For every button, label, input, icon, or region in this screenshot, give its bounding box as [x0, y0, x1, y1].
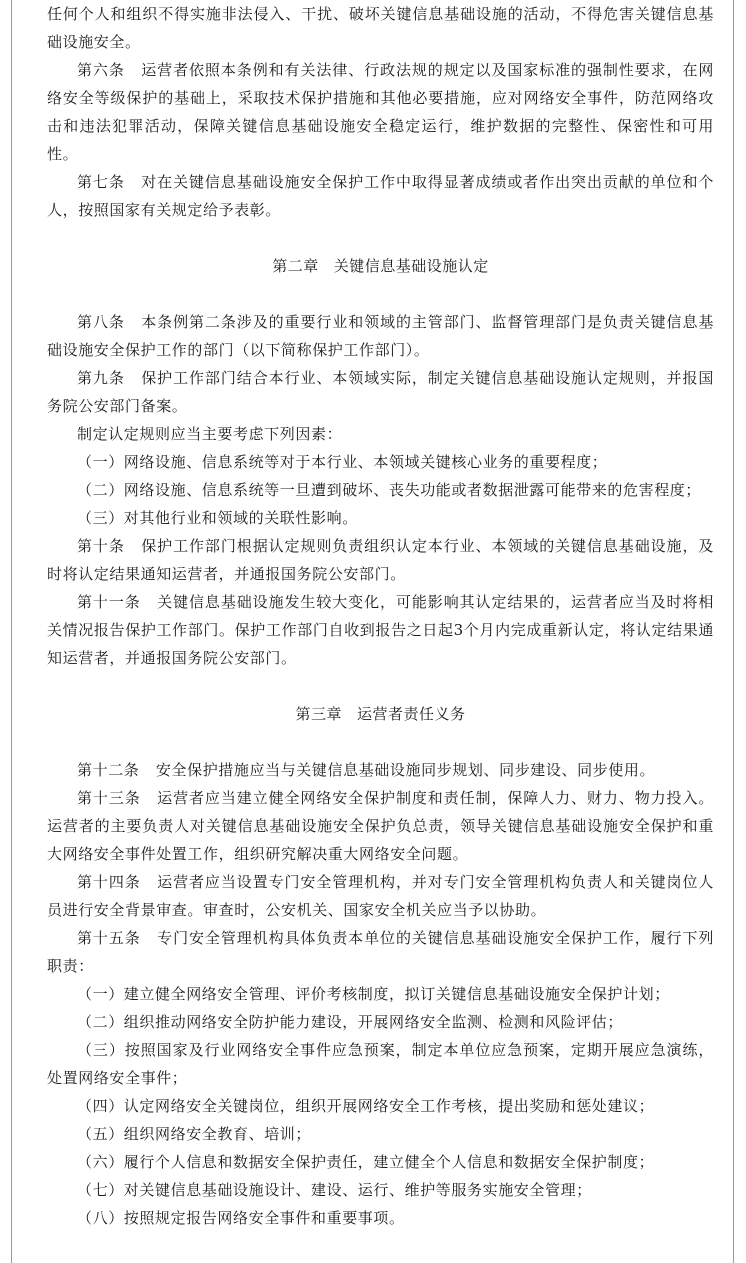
- article-6-text: 运营者依照本条例和有关法律、行政法规的规定以及国家标准的强制性要求，在网络安全等级保护的基础上，采取技术保护措施和其他必要措施，应对网络安全事件，防范网络攻击和违法犯罪活动，保障关键信息基础设施安全稳定运行，维护数据的完整性、保密性和可用性。: [47, 61, 714, 163]
- article-15-item-5: （五）组织网络安全教育、培训；: [77, 1125, 312, 1143]
- article-10-label: 第十条: [77, 537, 125, 555]
- article-9-item-2: （二）网络设施、信息系统等一旦遭到破坏、丧失功能或者数据泄露可能带来的危害程度；: [77, 481, 702, 499]
- article-15: [47, 924, 714, 980]
- chapter-2-number: 第二章: [272, 257, 319, 275]
- article-9-label: 第九条: [77, 369, 125, 387]
- article-8-text: 本条例第二条涉及的重要行业和领域的主管部门、监督管理部门是负责关键信息基础设施安全保护工作的部门（以下简称保护工作部门）。: [47, 313, 714, 359]
- article-9: [47, 364, 714, 420]
- article-15-item-6: （六）履行个人信息和数据安全保护责任，建立健全个人信息和数据安全保护制度；: [77, 1153, 655, 1171]
- chapter-2-heading: [47, 252, 714, 280]
- article-15-item-8: （八）按照规定报告网络安全事件和重要事项。: [77, 1209, 405, 1227]
- article-12-label: 第十二条: [77, 761, 140, 779]
- article-9-intro: 制定认定规则应当主要考虑下列因素：: [77, 425, 343, 443]
- article-15-label: 第十五条: [77, 929, 141, 947]
- article-10: [47, 532, 714, 588]
- article-7: [47, 168, 714, 224]
- article-9-text: 保护工作部门结合本行业、本领域实际，制定关键信息基础设施认定规则，并报国务院公安部门备案。: [47, 369, 714, 415]
- chapter-2-title: 关键信息基础设施认定: [333, 257, 489, 275]
- article-13-text: 运营者应当建立健全网络安全保护制度和责任制，保障人力、财力、物力投入。运营者的主要负责人对关键信息基础设施安全保护负总责，领导关键信息基础设施安全保护和重大网络安全事件处置工作，组织研究解决重大网络安全问题。: [47, 789, 714, 863]
- article-7-label: 第七条: [77, 173, 125, 191]
- article-14-label: 第十四条: [77, 873, 141, 891]
- paragraph-intro: 任何个人和组织不得实施非法侵入、干扰、破坏关键信息基础设施的活动，不得危害关键信息基础设施安全。: [47, 5, 714, 51]
- article-14: [47, 868, 714, 924]
- article-12: [47, 756, 714, 784]
- chapter-3-heading: [47, 700, 714, 728]
- article-6-label: 第六条: [77, 61, 125, 79]
- document-page: [11, 0, 734, 1263]
- article-15-item-4: （四）认定网络安全关键岗位，组织开展网络安全工作考核，提出奖励和惩处建议；: [77, 1097, 655, 1115]
- article-11-label: 第十一条: [77, 593, 141, 611]
- article-13-label: 第十三条: [77, 789, 141, 807]
- document-body: [47, 0, 714, 1232]
- article-9-item-1: （一）网络设施、信息系统等对于本行业、本领域关键核心业务的重要程度；: [77, 453, 608, 471]
- article-10-text: 保护工作部门根据认定规则负责组织认定本行业、本领域的关键信息基础设施，及时将认定结果通知运营者，并通报国务院公安部门。: [47, 537, 714, 583]
- article-9-item-3: （三）对其他行业和领域的关联性影响。: [77, 509, 358, 527]
- article-14-text: 运营者应当设置专门安全管理机构，并对专门安全管理机构负责人和关键岗位人员进行安全背景审查。审查时，公安机关、国家安全机关应当予以协助。: [47, 873, 714, 919]
- article-11-text: 关键信息基础设施发生较大变化，可能影响其认定结果的，运营者应当及时将相关情况报告保护工作部门。保护工作部门自收到报告之日起3个月内完成重新认定，将认定结果通知运营者，并通报国务院公安部门。: [47, 593, 714, 667]
- article-8-label: 第八条: [77, 313, 125, 331]
- chapter-3-title: 运营者责任义务: [357, 705, 466, 723]
- article-8: [47, 308, 714, 364]
- article-15-item-3: （三）按照国家及行业网络安全事件应急预案，制定本单位应急预案，定期开展应急演练，处置网络安全事件；: [47, 1041, 714, 1087]
- article-12-text: 安全保护措施应当与关键信息基础设施同步规划、同步建设、同步使用。: [155, 761, 656, 779]
- article-13: [47, 784, 714, 868]
- article-15-item-2: （二）组织推动网络安全防护能力建设，开展网络安全监测、检测和风险评估；: [77, 1013, 624, 1031]
- article-15-item-7: （七）对关键信息基础设施设计、建设、运行、维护等服务实施安全管理；: [77, 1181, 592, 1199]
- article-11: [47, 588, 714, 672]
- article-6: [47, 56, 714, 168]
- article-15-item-1: （一）建立健全网络安全管理、评价考核制度，拟订关键信息基础设施安全保护计划；: [77, 985, 670, 1003]
- article-15-text: 专门安全管理机构具体负责本单位的关键信息基础设施安全保护工作，履行下列职责：: [47, 929, 714, 975]
- chapter-3-number: 第三章: [295, 705, 342, 723]
- article-7-text: 对在关键信息基础设施安全保护工作中取得显著成绩或者作出突出贡献的单位和个人，按照国家有关规定给予表彰。: [47, 173, 714, 219]
